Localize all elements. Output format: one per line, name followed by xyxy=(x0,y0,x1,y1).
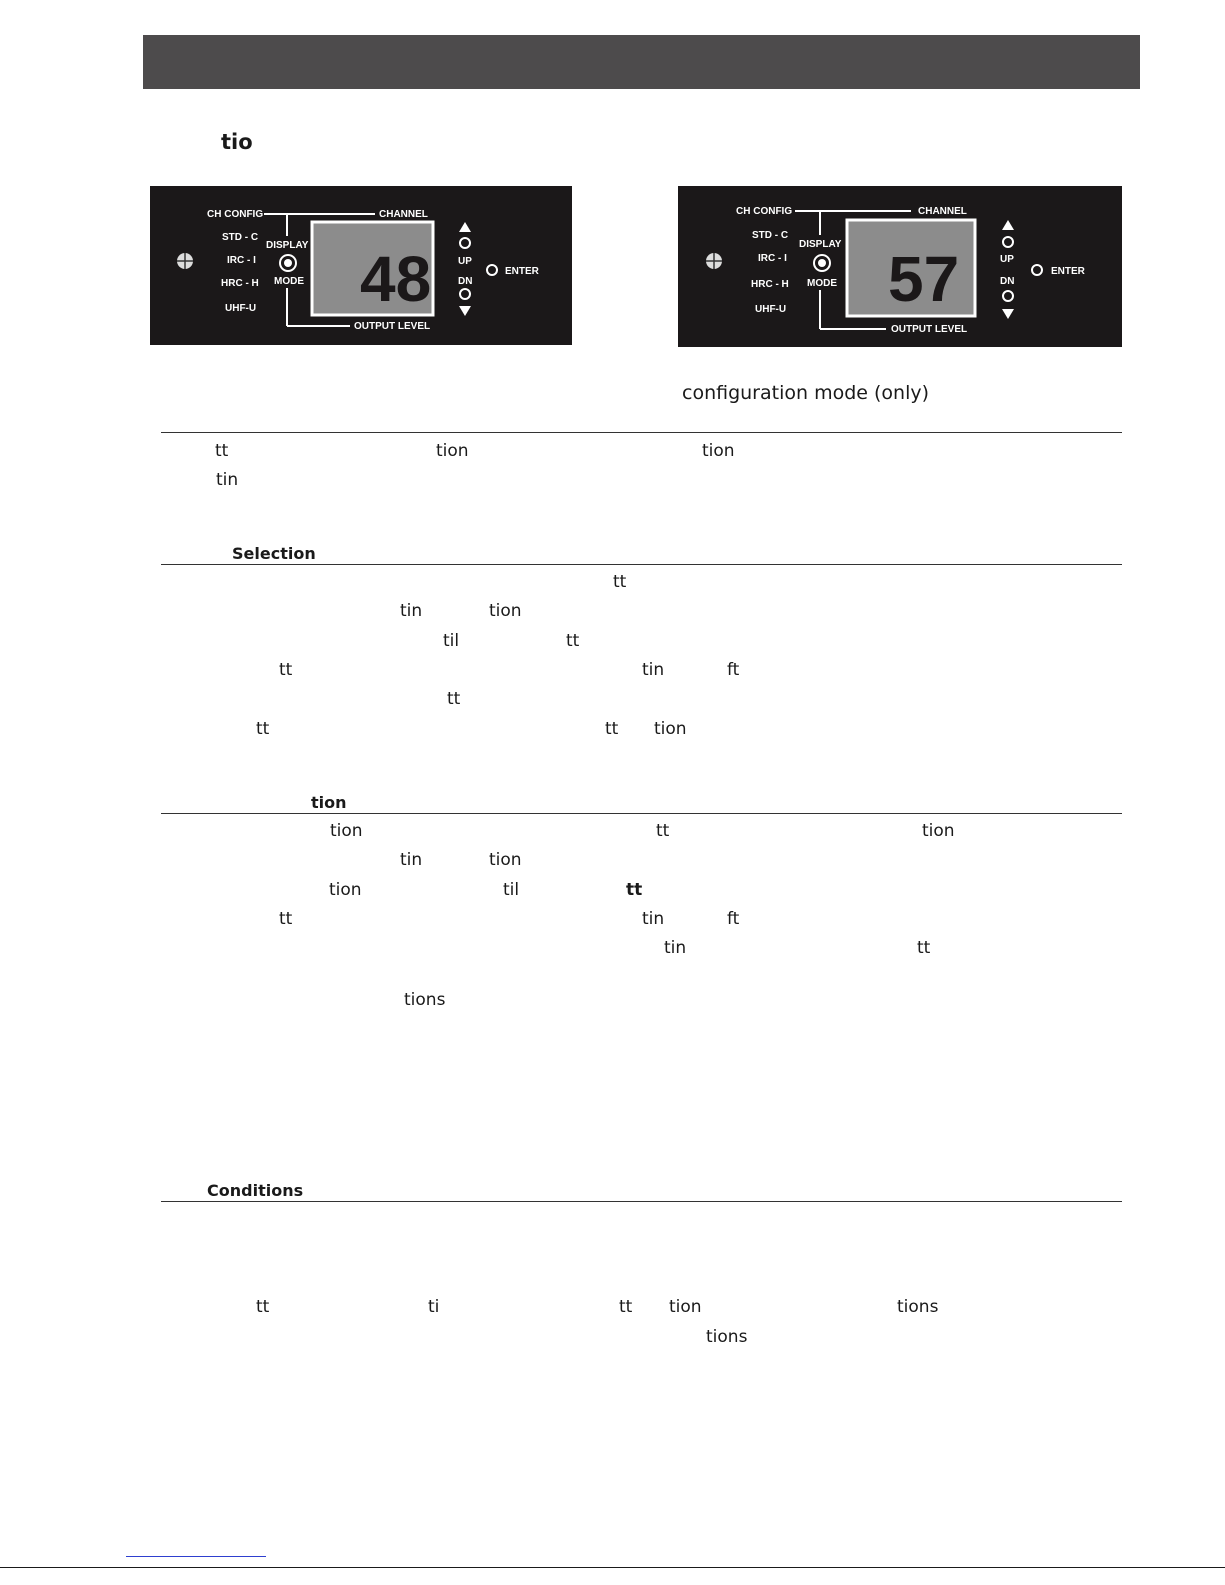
text-fragment: tin xyxy=(642,660,665,680)
channel-label: CHANNEL xyxy=(379,209,428,220)
text-fragment: tion xyxy=(330,821,363,841)
up-button[interactable] xyxy=(1003,237,1013,247)
text-fragment: tt xyxy=(256,1297,270,1317)
text-fragment: tt xyxy=(917,938,931,958)
text-fragment: tt xyxy=(256,719,270,739)
text-fragment: tion xyxy=(669,1297,702,1317)
section-divider xyxy=(161,432,1122,433)
down-arrow-icon xyxy=(1002,309,1014,319)
down-button[interactable] xyxy=(1003,291,1013,301)
text-fragment: tin xyxy=(664,938,687,958)
text-fragment: tt xyxy=(215,441,229,461)
display-mode-knob[interactable] xyxy=(280,255,296,271)
mode-label: MODE xyxy=(807,278,837,289)
display-label: DISPLAY xyxy=(799,239,842,250)
down-arrow-icon xyxy=(459,306,471,316)
dn-label: DN xyxy=(458,276,473,287)
output-level-label: OUTPUT LEVEL xyxy=(891,324,968,335)
text-fragment: tions xyxy=(706,1327,748,1347)
text-fragment: tion xyxy=(489,601,522,621)
down-button[interactable] xyxy=(460,289,470,299)
figure-caption: configuration mode (only) xyxy=(682,382,930,404)
text-fragment: tt xyxy=(626,880,643,900)
text-fragment: tt xyxy=(566,631,580,651)
text-fragment: tion xyxy=(436,441,469,461)
std-label: STD - C xyxy=(752,230,789,241)
ch-config-label: CH CONFIG xyxy=(736,206,793,217)
text-fragment: tt xyxy=(447,689,461,709)
hrc-label: HRC - H xyxy=(751,279,789,290)
page-edge-line xyxy=(0,1567,1225,1568)
display-mode-knob[interactable] xyxy=(814,255,830,271)
page-title: tio xyxy=(221,130,253,154)
screw-icon xyxy=(706,253,722,269)
uhf-label: UHF-U xyxy=(755,304,787,315)
output-level-label: OUTPUT LEVEL xyxy=(354,321,431,332)
uhf-label: UHF-U xyxy=(225,303,257,314)
text-fragment: tion xyxy=(489,850,522,870)
enter-button[interactable] xyxy=(487,265,497,275)
up-button[interactable] xyxy=(460,238,470,248)
text-fragment: tions xyxy=(897,1297,939,1317)
text-fragment: tin xyxy=(400,601,423,621)
footer-link-underline[interactable] xyxy=(126,1556,266,1557)
header-bar xyxy=(143,35,1140,89)
text-fragment: tt xyxy=(613,572,627,592)
up-arrow-icon xyxy=(1002,220,1014,230)
irc-label: IRC - I xyxy=(758,253,787,264)
front-panel-channel-57 xyxy=(678,186,1122,347)
enter-label: ENTER xyxy=(505,266,539,277)
text-fragment: tion xyxy=(654,719,687,739)
text-fragment: tt xyxy=(605,719,619,739)
text-fragment: tions xyxy=(404,990,446,1010)
text-fragment: til xyxy=(503,880,520,900)
text-fragment: tt xyxy=(656,821,670,841)
section-heading: tion xyxy=(311,793,347,812)
text-fragment: ft xyxy=(727,909,740,929)
screw-icon xyxy=(177,253,193,269)
dn-label: DN xyxy=(1000,276,1015,287)
display-label: DISPLAY xyxy=(266,240,309,251)
section-heading: Conditions xyxy=(207,1181,304,1200)
mode-label: MODE xyxy=(274,276,304,287)
text-fragment: tt xyxy=(279,660,293,680)
enter-label: ENTER xyxy=(1051,266,1085,277)
enter-button[interactable] xyxy=(1032,265,1042,275)
text-fragment: tion xyxy=(922,821,955,841)
channel-label: CHANNEL xyxy=(918,206,967,217)
text-fragment: ft xyxy=(727,660,740,680)
front-panel-channel-48 xyxy=(150,186,572,345)
text-fragment: tion xyxy=(329,880,362,900)
lcd-value: 48 xyxy=(360,243,432,315)
text-fragment: tin xyxy=(642,909,665,929)
ch-config-label: CH CONFIG xyxy=(207,209,264,220)
irc-label: IRC - I xyxy=(227,255,256,266)
text-fragment: tion xyxy=(702,441,735,461)
section-divider xyxy=(161,1201,1122,1202)
text-fragment: tt xyxy=(619,1297,633,1317)
hrc-label: HRC - H xyxy=(221,278,259,289)
text-fragment: ti xyxy=(428,1297,440,1317)
lcd-value: 57 xyxy=(888,243,960,315)
text-fragment: til xyxy=(443,631,460,651)
up-label: UP xyxy=(458,256,472,267)
std-label: STD - C xyxy=(222,232,259,243)
section-divider xyxy=(161,564,1122,565)
text-fragment: tt xyxy=(279,909,293,929)
text-fragment: tin xyxy=(400,850,423,870)
section-divider xyxy=(161,813,1122,814)
up-label: UP xyxy=(1000,254,1014,265)
up-arrow-icon xyxy=(459,222,471,232)
section-heading: Selection xyxy=(232,544,316,563)
text-fragment: tin xyxy=(216,470,239,490)
